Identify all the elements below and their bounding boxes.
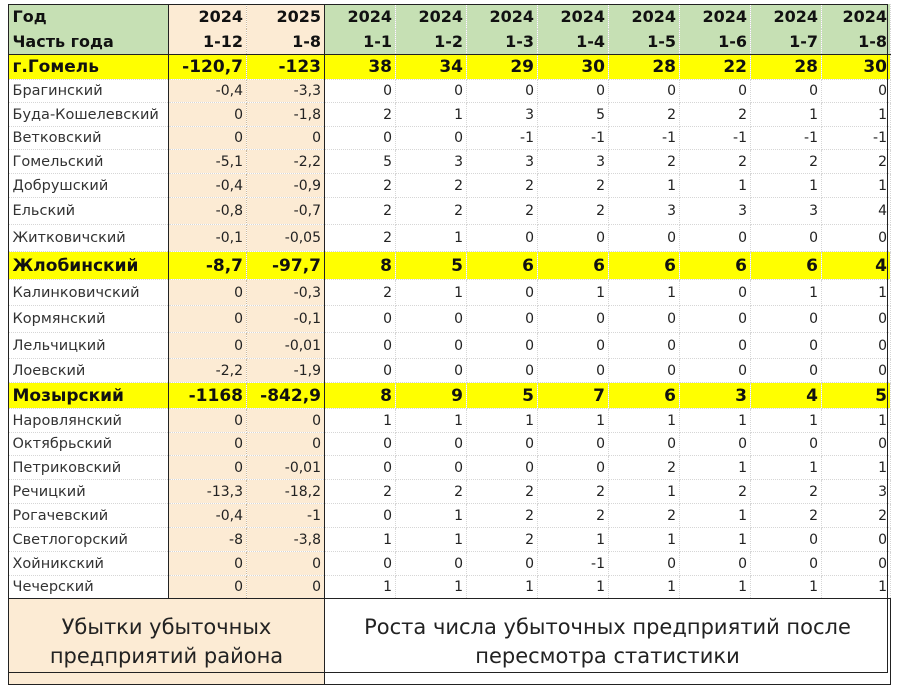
count-value-cell: 5: [822, 383, 891, 409]
count-value-cell: 8: [325, 252, 396, 280]
district-name: Рогачевский: [9, 504, 169, 528]
count-value-cell: 2: [538, 198, 609, 225]
count-value-cell: 4: [751, 383, 822, 409]
table-row: [9, 359, 891, 383]
count-value-cell: 30: [822, 55, 891, 80]
district-name: Лоевский: [9, 359, 169, 383]
count-value-cell: 0: [822, 306, 891, 333]
table-row: [9, 280, 891, 306]
count-value-cell: -1: [609, 127, 680, 150]
district-name: Наровлянский: [9, 409, 169, 433]
count-value-cell: 1: [609, 409, 680, 433]
count-value-cell: 1: [822, 409, 891, 433]
loss-value-cell: 0: [169, 333, 247, 359]
count-value-cell: 1: [396, 576, 467, 599]
count-value-cell: 0: [751, 528, 822, 552]
count-value-cell: 1: [751, 103, 822, 127]
count-value-cell: 0: [325, 504, 396, 528]
count-value-cell: 1: [325, 576, 396, 599]
count-value-cell: 0: [467, 456, 538, 480]
count-value-cell: 28: [609, 55, 680, 80]
footer-row: [9, 599, 891, 685]
loss-value-cell: -1,8: [247, 103, 325, 127]
count-value-cell: -1: [538, 127, 609, 150]
count-value-cell: 0: [822, 333, 891, 359]
count-value-cell: 1: [467, 576, 538, 599]
table-row: [9, 409, 891, 433]
table-row: [9, 174, 891, 198]
count-value-cell: 1: [396, 409, 467, 433]
count-value-cell: 0: [396, 80, 467, 103]
count-value-cell: 0: [680, 333, 751, 359]
district-name: Ельский: [9, 198, 169, 225]
loss-value-cell: 0: [169, 103, 247, 127]
loss-value-cell: -0,1: [169, 225, 247, 252]
loss-value-cell: -1168: [169, 383, 247, 409]
count-value-cell: 30: [538, 55, 609, 80]
count-value-cell: 2: [467, 480, 538, 504]
loss-value-cell: -0,9: [247, 174, 325, 198]
count-value-cell: 0: [609, 333, 680, 359]
count-value-cell: 1: [396, 225, 467, 252]
count-value-cell: 0: [680, 433, 751, 456]
header-year-cell: 2025: [247, 4, 325, 29]
count-value-cell: 1: [680, 576, 751, 599]
count-value-cell: 0: [325, 433, 396, 456]
count-value-cell: 29: [467, 55, 538, 80]
count-value-cell: 28: [751, 55, 822, 80]
loss-value-cell: -0,1: [247, 306, 325, 333]
count-value-cell: 1: [538, 528, 609, 552]
table-row: [9, 225, 891, 252]
count-value-cell: 2: [538, 480, 609, 504]
count-value-cell: 6: [609, 383, 680, 409]
table-row: [9, 198, 891, 225]
count-value-cell: 4: [822, 252, 891, 280]
loss-value-cell: -2,2: [169, 359, 247, 383]
count-value-cell: 2: [396, 480, 467, 504]
count-value-cell: 0: [680, 359, 751, 383]
count-value-cell: 0: [325, 80, 396, 103]
count-value-cell: 5: [325, 150, 396, 174]
count-value-cell: 0: [396, 127, 467, 150]
district-name: Октябрьский: [9, 433, 169, 456]
count-value-cell: 2: [325, 480, 396, 504]
loss-value-cell: 0: [247, 409, 325, 433]
count-value-cell: 2: [396, 174, 467, 198]
count-value-cell: 0: [538, 433, 609, 456]
count-value-cell: 0: [751, 333, 822, 359]
count-value-cell: 0: [467, 280, 538, 306]
loss-value-cell: -0,4: [169, 80, 247, 103]
count-value-cell: 0: [538, 306, 609, 333]
count-value-cell: 1: [325, 409, 396, 433]
header-year-cell: 2024: [680, 4, 751, 29]
spreadsheet-table: [8, 4, 891, 685]
count-value-cell: 1: [538, 280, 609, 306]
count-value-cell: 2: [609, 504, 680, 528]
count-value-cell: 0: [609, 225, 680, 252]
loss-value-cell: -0,05: [247, 225, 325, 252]
loss-value-cell: 0: [169, 456, 247, 480]
count-value-cell: 1: [751, 409, 822, 433]
loss-value-cell: 0: [247, 433, 325, 456]
count-value-cell: 0: [609, 433, 680, 456]
table-row: [9, 552, 891, 576]
count-value-cell: 0: [396, 456, 467, 480]
loss-value-cell: -123: [247, 55, 325, 80]
count-value-cell: 5: [396, 252, 467, 280]
count-value-cell: 2: [538, 504, 609, 528]
count-value-cell: 6: [467, 252, 538, 280]
count-value-cell: 0: [325, 333, 396, 359]
count-value-cell: 0: [822, 528, 891, 552]
count-value-cell: 1: [751, 280, 822, 306]
count-value-cell: 2: [822, 504, 891, 528]
header-year-cell: 2024: [538, 4, 609, 29]
table-row: [9, 383, 891, 409]
count-value-cell: 0: [325, 127, 396, 150]
district-name: Жлобинский: [9, 252, 169, 280]
header-year-cell: 2024: [325, 4, 396, 29]
table-row: [9, 456, 891, 480]
loss-value-cell: 0: [247, 127, 325, 150]
header-period-cell: 1-6: [680, 29, 751, 55]
count-value-cell: 2: [325, 174, 396, 198]
count-value-cell: 1: [609, 576, 680, 599]
count-value-cell: 0: [751, 225, 822, 252]
count-value-cell: 3: [538, 150, 609, 174]
count-value-cell: 0: [538, 456, 609, 480]
table-row: [9, 150, 891, 174]
header-period-cell: 1-2: [396, 29, 467, 55]
count-value-cell: 2: [467, 198, 538, 225]
count-value-cell: 1: [822, 576, 891, 599]
count-value-cell: 0: [467, 333, 538, 359]
table-row: [9, 333, 891, 359]
district-name: Житковичский: [9, 225, 169, 252]
loss-value-cell: -18,2: [247, 480, 325, 504]
count-value-cell: -1: [822, 127, 891, 150]
count-value-cell: 1: [822, 280, 891, 306]
count-value-cell: 6: [609, 252, 680, 280]
table-row: [9, 480, 891, 504]
count-value-cell: 0: [467, 552, 538, 576]
loss-value-cell: -0,3: [247, 280, 325, 306]
loss-value-cell: 0: [169, 127, 247, 150]
count-value-cell: 1: [538, 409, 609, 433]
count-value-cell: 2: [609, 150, 680, 174]
count-value-cell: -1: [751, 127, 822, 150]
district-name: Чечерский: [9, 576, 169, 599]
count-value-cell: 1: [680, 456, 751, 480]
count-value-cell: 1: [538, 576, 609, 599]
loss-value-cell: -0,01: [247, 456, 325, 480]
count-value-cell: 5: [538, 103, 609, 127]
count-value-cell: 3: [822, 480, 891, 504]
header-year-cell: 2024: [609, 4, 680, 29]
header-period-cell: 1-8: [247, 29, 325, 55]
count-value-cell: 0: [467, 433, 538, 456]
count-value-cell: -1: [680, 127, 751, 150]
table-row: [9, 55, 891, 80]
count-value-cell: 0: [822, 225, 891, 252]
count-value-cell: 34: [396, 55, 467, 80]
count-value-cell: 2: [467, 528, 538, 552]
table-body: [9, 4, 891, 599]
count-value-cell: 1: [680, 174, 751, 198]
count-value-cell: 0: [822, 552, 891, 576]
count-value-cell: 1: [609, 174, 680, 198]
header-period-cell: 1-12: [169, 29, 247, 55]
district-name: Брагинский: [9, 80, 169, 103]
table-row: [9, 504, 891, 528]
table-row: [9, 103, 891, 127]
count-value-cell: 6: [538, 252, 609, 280]
count-value-cell: 0: [680, 80, 751, 103]
table-row: [9, 127, 891, 150]
district-name: Мозырский: [9, 383, 169, 409]
count-value-cell: 1: [751, 174, 822, 198]
loss-value-cell: 0: [169, 433, 247, 456]
district-name: Буда-Кошелевский: [9, 103, 169, 127]
table-row: [9, 576, 891, 599]
loss-value-cell: -0,4: [169, 504, 247, 528]
count-value-cell: 2: [538, 174, 609, 198]
count-value-cell: 8: [325, 383, 396, 409]
loss-value-cell: -2,2: [247, 150, 325, 174]
count-value-cell: 0: [396, 552, 467, 576]
count-value-cell: 0: [467, 225, 538, 252]
count-value-cell: 0: [325, 359, 396, 383]
header-period-cell: 1-4: [538, 29, 609, 55]
count-value-cell: 2: [751, 480, 822, 504]
district-name: Кормянский: [9, 306, 169, 333]
count-value-cell: 2: [680, 480, 751, 504]
district-name: Речицкий: [9, 480, 169, 504]
count-value-cell: 1: [822, 103, 891, 127]
count-value-cell: -1: [538, 552, 609, 576]
loss-value-cell: -0,8: [169, 198, 247, 225]
count-value-cell: 0: [680, 306, 751, 333]
loss-value-cell: -8,7: [169, 252, 247, 280]
count-value-cell: 4: [822, 198, 891, 225]
loss-value-cell: -5,1: [169, 150, 247, 174]
header-year-cell: 2024: [467, 4, 538, 29]
count-value-cell: 9: [396, 383, 467, 409]
loss-value-cell: -97,7: [247, 252, 325, 280]
count-value-cell: 1: [467, 409, 538, 433]
count-value-cell: 3: [751, 198, 822, 225]
count-value-cell: 0: [751, 552, 822, 576]
header-row-year: [9, 4, 891, 29]
table-row: [9, 528, 891, 552]
count-value-cell: 2: [325, 103, 396, 127]
count-value-cell: 0: [538, 333, 609, 359]
count-value-cell: 3: [396, 150, 467, 174]
loss-value-cell: -0,01: [247, 333, 325, 359]
count-value-cell: 0: [609, 359, 680, 383]
count-value-cell: 2: [609, 456, 680, 480]
header-year-label: Год: [9, 4, 169, 29]
count-value-cell: 7: [538, 383, 609, 409]
district-name: г.Гомель: [9, 55, 169, 80]
count-value-cell: 38: [325, 55, 396, 80]
loss-value-cell: -3,8: [247, 528, 325, 552]
loss-value-cell: -8: [169, 528, 247, 552]
count-value-cell: 2: [680, 150, 751, 174]
count-value-cell: 0: [396, 433, 467, 456]
loss-value-cell: -3,3: [247, 80, 325, 103]
count-value-cell: 1: [822, 174, 891, 198]
count-value-cell: 0: [822, 433, 891, 456]
count-value-cell: 0: [680, 225, 751, 252]
count-value-cell: 3: [680, 383, 751, 409]
count-value-cell: 2: [751, 150, 822, 174]
count-value-cell: 5: [467, 383, 538, 409]
count-value-cell: 2: [396, 198, 467, 225]
count-value-cell: 2: [751, 504, 822, 528]
district-name: Лельчицкий: [9, 333, 169, 359]
loss-value-cell: 0: [169, 552, 247, 576]
count-value-cell: 0: [467, 306, 538, 333]
count-value-cell: 0: [325, 552, 396, 576]
count-value-cell: 0: [538, 80, 609, 103]
count-value-cell: 2: [822, 150, 891, 174]
count-value-cell: 1: [751, 456, 822, 480]
district-name: Петриковский: [9, 456, 169, 480]
district-name: Ветковский: [9, 127, 169, 150]
count-value-cell: 0: [822, 359, 891, 383]
count-value-cell: 0: [609, 552, 680, 576]
count-value-cell: 1: [680, 409, 751, 433]
count-value-cell: 0: [467, 359, 538, 383]
count-value-cell: -1: [467, 127, 538, 150]
table-row: [9, 433, 891, 456]
count-value-cell: 3: [467, 103, 538, 127]
header-year-cell: 2024: [169, 4, 247, 29]
count-value-cell: 0: [680, 280, 751, 306]
count-value-cell: 2: [680, 103, 751, 127]
header-year-cell: 2024: [396, 4, 467, 29]
table-row: [9, 80, 891, 103]
district-name: Хойникский: [9, 552, 169, 576]
count-value-cell: 1: [396, 280, 467, 306]
count-value-cell: 3: [680, 198, 751, 225]
count-value-cell: 2: [325, 225, 396, 252]
count-value-cell: 0: [396, 333, 467, 359]
count-value-cell: 1: [609, 528, 680, 552]
loss-value-cell: -1,9: [247, 359, 325, 383]
count-value-cell: 3: [467, 150, 538, 174]
district-name: Добрушский: [9, 174, 169, 198]
count-value-cell: 1: [822, 456, 891, 480]
loss-value-cell: 0: [169, 409, 247, 433]
footer-left-caption: Убытки убыточных предприятий района: [9, 599, 325, 685]
count-value-cell: 1: [609, 280, 680, 306]
count-value-cell: 0: [396, 306, 467, 333]
count-value-cell: 1: [396, 103, 467, 127]
header-period-cell: 1-7: [751, 29, 822, 55]
header-period-cell: 1-5: [609, 29, 680, 55]
count-value-cell: 0: [609, 80, 680, 103]
count-value-cell: 2: [325, 198, 396, 225]
count-value-cell: 2: [467, 504, 538, 528]
count-value-cell: 2: [609, 103, 680, 127]
count-value-cell: 1: [609, 480, 680, 504]
header-period-cell: 1-1: [325, 29, 396, 55]
count-value-cell: 1: [325, 528, 396, 552]
count-value-cell: 0: [751, 433, 822, 456]
count-value-cell: 0: [325, 306, 396, 333]
count-value-cell: 1: [680, 528, 751, 552]
header-year-cell: 2024: [751, 4, 822, 29]
count-value-cell: 0: [609, 306, 680, 333]
count-value-cell: 3: [609, 198, 680, 225]
count-value-cell: 6: [680, 252, 751, 280]
loss-value-cell: 0: [169, 280, 247, 306]
loss-value-cell: -13,3: [169, 480, 247, 504]
table-row: [9, 306, 891, 333]
count-value-cell: 0: [538, 225, 609, 252]
header-year-cell: 2024: [822, 4, 891, 29]
count-value-cell: 0: [538, 359, 609, 383]
header-period-cell: 1-8: [822, 29, 891, 55]
count-value-cell: 0: [467, 80, 538, 103]
count-value-cell: 2: [467, 174, 538, 198]
header-period-cell: 1-3: [467, 29, 538, 55]
count-value-cell: 0: [680, 552, 751, 576]
header-row-period: [9, 29, 891, 55]
loss-value-cell: -1: [247, 504, 325, 528]
table-row: [9, 252, 891, 280]
count-value-cell: 0: [822, 80, 891, 103]
footer-right-caption: Роста числа убыточных предприятий после пересмотра статистики: [325, 599, 891, 685]
count-value-cell: 0: [751, 359, 822, 383]
loss-value-cell: 0: [169, 306, 247, 333]
loss-value-cell: 0: [169, 576, 247, 599]
loss-value-cell: -120,7: [169, 55, 247, 80]
count-value-cell: 6: [751, 252, 822, 280]
district-name: Светлогорский: [9, 528, 169, 552]
district-name: Гомельский: [9, 150, 169, 174]
count-value-cell: 22: [680, 55, 751, 80]
count-value-cell: 0: [751, 80, 822, 103]
count-value-cell: 0: [396, 359, 467, 383]
loss-value-cell: -0,7: [247, 198, 325, 225]
header-part-label: Часть года: [9, 29, 169, 55]
loss-value-cell: -0,4: [169, 174, 247, 198]
count-value-cell: 1: [396, 528, 467, 552]
loss-value-cell: 0: [247, 552, 325, 576]
count-value-cell: 1: [680, 504, 751, 528]
count-value-cell: 1: [396, 504, 467, 528]
loss-value-cell: -842,9: [247, 383, 325, 409]
count-value-cell: 2: [325, 280, 396, 306]
count-value-cell: 0: [325, 456, 396, 480]
count-value-cell: 0: [751, 306, 822, 333]
loss-value-cell: 0: [247, 576, 325, 599]
district-name: Калинковичский: [9, 280, 169, 306]
count-value-cell: 1: [751, 576, 822, 599]
